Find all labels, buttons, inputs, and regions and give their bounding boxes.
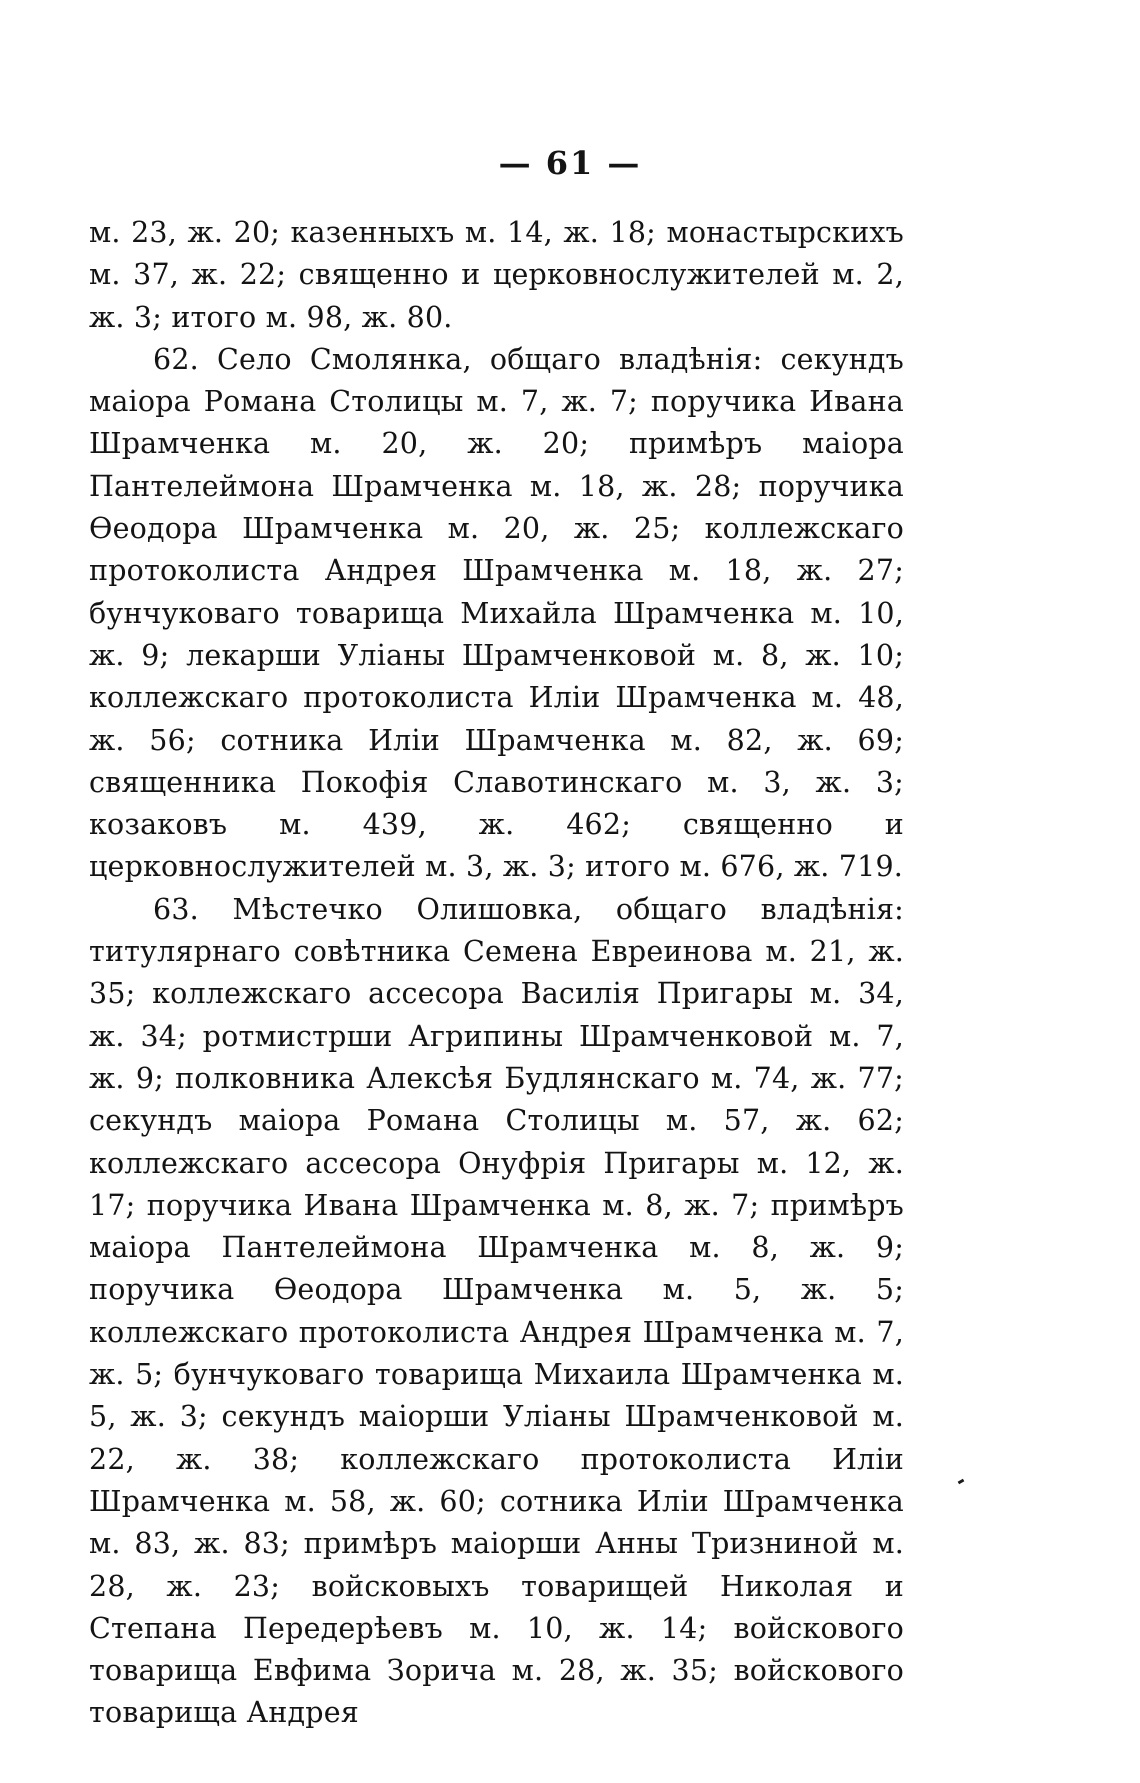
paragraph-63: 63. Мѣстечко Олишовка, общаго владѣнія: титулярнаго совѣтника Семена Евреинова м. 21, ж. 35; коллежскаго ассесора Василія Пригары м. 34, ж. 34; ротмистрши Агрипины Шрамченковой м. 7, ж. 9; полковника Алексѣя Будлянскаго м. 74, ж. 77; секундъ маіора Романа Столицы м. 57, ж. 62; коллежскаго ассесора Онуфрія Пригары м. 12, ж. 17; поручика Ивана Шрамченка м. 8, ж. 7; примѣръ маіора Пантелеймона Шрамченка м. 8, ж. 9; поручика Өеодора Шрамченка м. 5, ж. 5; коллежскаго протоколиста Андрея Шрамченка м. 7, ж. 5; бунчуковаго товарища Михаила Шрамченка м. 5, ж. 3; секундъ маіорши Уліаны Шрамченковой м. 22, ж. 38; коллежскаго протоколиста Иліи Шрамченка м. 58, ж. 60; сотника Иліи Шрамченка м. 83, ж. 83; примѣръ маіорши Анны Тризниной м. 28, ж. 23; войсковыхъ товарищей Николая и Степана Передерѣевъ м. 10, ж. 14; войскового товарища Евфима Зорича м. 28, ж. 35; войскового товарища Андрея	[89, 892, 904, 1730]
page-body	[89, 212, 904, 1735]
page-number: — 61 —	[498, 144, 642, 182]
paragraph-continuation: м. 23, ж. 20; казенныхъ м. 14, ж. 18; монастырскихъ м. 37, ж. 22; священно и церковнослужителей м. 2, ж. 3; итого м. 98, ж. 80.	[89, 216, 904, 334]
paragraph-62: 62. Село Смолянка, общаго владѣнія: секундъ маіора Романа Столицы м. 7, ж. 7; поручика Ивана Шрамченка м. 20, ж. 20; примѣръ маіора Пантелеймона Шрамченка м. 18, ж. 28; поручика Өеодора Шрамченка м. 20, ж. 25; коллежскаго протоколиста Андрея Шрамченка м. 18, ж. 27; бунчуковаго товарища Михайла Шрамченка м. 10, ж. 9; лекарши Уліаны Шрамченковой м. 8, ж. 10; коллежскаго протоколиста Иліи Шрамченка м. 48, ж. 56; сотника Иліи Шрамченка м. 82, ж. 69; священника Покофія Славотинскаго м. 3, ж. 3; козаковъ м. 439, ж. 462; священно и церковнослужителей м. 3, ж. 3; итого м. 676, ж. 719.	[89, 342, 904, 884]
scan-speck	[958, 1479, 965, 1485]
